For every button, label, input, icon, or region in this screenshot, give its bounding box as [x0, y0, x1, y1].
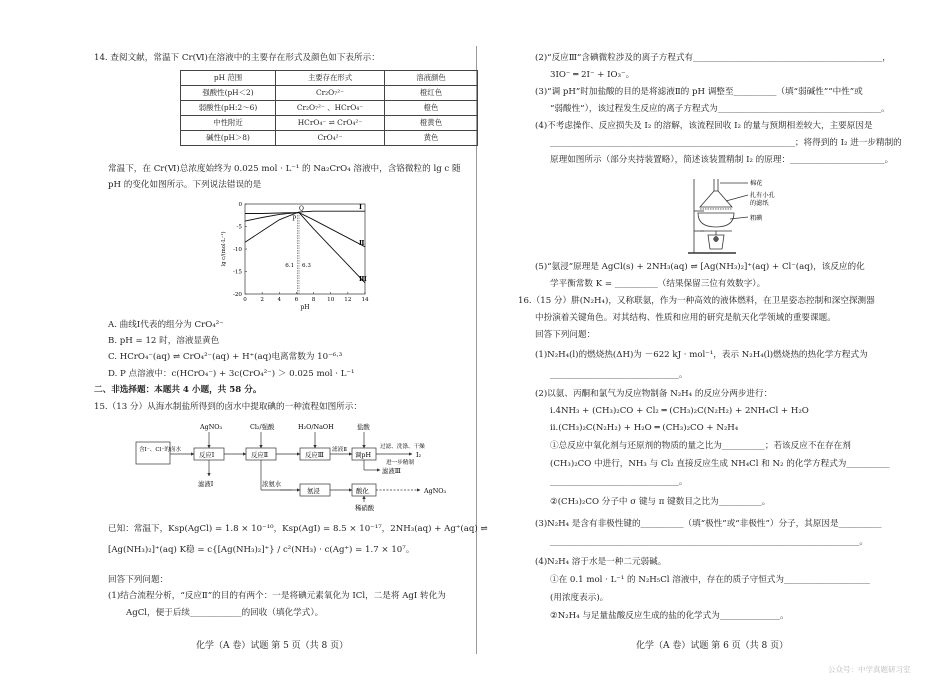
apparatus-crude-iodine-label: 粗碘 — [750, 215, 763, 222]
q15-5-line1: (5)“氨浸”原理是 AgCl(s) + 2NH₃(aq) ⇌ [Ag(NH₃)₂]⁺(aq) + Cl⁻(aq)，该反应的化 — [535, 262, 865, 272]
table-cell: CrO₄²⁻ — [276, 131, 385, 146]
y-tick-label: -5 — [236, 224, 242, 231]
table-row — [181, 131, 478, 146]
table-row — [181, 116, 478, 131]
flow-adjust-ph: 调pH — [355, 451, 372, 459]
table-cell: 橙红色 — [385, 86, 478, 101]
series-label: Ⅱ — [359, 238, 365, 247]
table-cell: 中性附近 — [181, 116, 276, 131]
iodine-flowchart — [130, 418, 465, 514]
flow-iodine-product: I₂ — [416, 451, 422, 459]
q14-option-b: B. pH = 12 时，溶液显黄色 — [108, 336, 220, 346]
q14-para2: pH 的变化如图所示。下列说法错误的是 — [108, 180, 262, 190]
flow-agno3-product: AgNO₃ — [424, 487, 447, 495]
x-tick-label: 14 — [361, 297, 369, 303]
q15-5-line2: 学平衡常数 K = __________（结果保留三位有效数字）。 — [550, 279, 766, 289]
q15-2-line1: (2)“反应Ⅲ”含碘微粒涉及的离子方程式有____________________________________________， — [535, 53, 891, 63]
answer-prompt-right: 回答下列问题： — [535, 330, 596, 340]
flow-feed-label: 含I⁻、Cl⁻的卤水 — [139, 447, 182, 453]
x-tick-label: 10 — [327, 297, 335, 303]
q16-stem-line2: 中扮演着关键角色。对其结构、性质和应用的研究是航天化学领域的重要课题。 — [535, 313, 836, 323]
flow-hno3-label: 稀硝酸 — [355, 504, 375, 512]
point-label: Q — [299, 205, 304, 213]
x-tick-label: 8 — [311, 297, 316, 303]
q16-4-q1-line1: ①在 0.1 mol · L⁻¹ 的 N₂H₅Cl 溶液中，存在的质子守恒式为____________________ — [550, 575, 870, 585]
table-header: 主要存在形式 — [276, 71, 385, 86]
q16-2-q1-line2: (CH₃)₂CO 中进行，NH₃ 与 Cl₂ 直接反应生成 NH₄Cl 和 N₂ 的化学方程式为__________ — [550, 459, 890, 469]
flow-filtrate-3: 滤液Ⅲ — [382, 467, 401, 475]
q15-known-1: 已知：常温下，Ksp(AgCl) = 1.8 × 10⁻¹⁰，Ksp(AgI) = 8.5 × 10⁻¹⁷，2NH₃(aq) + Ag⁺(aq) ⇌ — [108, 524, 488, 534]
flow-agno3-label: AgNO₃ — [200, 423, 223, 431]
flow-h2o-naoh-label: H₂O/NaOH — [298, 423, 334, 431]
x-tick-label: 2 — [260, 297, 264, 303]
q16-4-q2: ②N₂H₄ 与足量盐酸反应生成的盐的化学式为______________。 — [550, 611, 789, 621]
q15-3-line2: “弱酸性”），该过程发生反应的离子方程式为______________________________________。 — [550, 104, 890, 114]
q16-3-line1: (3)N₂H₄ 是含有非极性键的__________（填“极性”或“非极性”）分子，其原因是__________ — [535, 519, 882, 529]
q16-2-q2: ②(CH₃)₂CO 分子中 σ 键与 π 键数目之比为__________。 — [550, 497, 771, 507]
table-header-row — [181, 71, 478, 86]
table-cell: Cr₂O₇²⁻ — [276, 86, 385, 101]
series-line — [245, 213, 365, 247]
q16-2-step-i: ⅰ.4NH₃ + (CH₃)₂CO + Cl₂ ═ (CH₃)₂C(N₂H₂) + 2NH₄Cl + H₂O — [550, 406, 809, 416]
apparatus-filter-label: 扎有小孔 — [750, 192, 775, 199]
flow-reaction-3: 反应Ⅲ — [305, 451, 324, 459]
point-label: P — [292, 215, 297, 223]
q15-3-line1: (3)“调 pH”时加盐酸的目的是将滤液Ⅱ的 pH 调整至__________（填“弱碱性”“中性”或 — [535, 87, 863, 97]
q16-2-step-ii: ⅱ.(CH₃)₂C(N₂H₂) + H₂O ═ (CH₃)₂CO + N₂H₄ — [550, 423, 739, 433]
q15-4-line1: (4)不考虑操作、反应损失及 I₂ 的溶解，该流程回收 I₂ 的量与预期相差较大，主要原因是 — [535, 121, 873, 131]
q15-4-line3: 原理如图所示（部分夹持装置略），简述该装置精制 I₂ 的原理：______________________。 — [550, 155, 894, 165]
flow-acidify-step: 酸化 — [356, 487, 369, 495]
q16-2-q1-line3: ______________________________。 — [550, 477, 688, 487]
q15-2-line2: 3IO⁻ ═ 2I⁻ + IO₃⁻。 — [550, 70, 635, 80]
flow-filtrate-2: 滤液Ⅱ — [332, 447, 347, 453]
series-line — [245, 213, 365, 283]
q14-option-c: C. HCrO₄⁻(aq) ⇌ CrO₄²⁻(aq) + H⁺(aq)电离常数为 10⁻⁶·³ — [108, 352, 343, 362]
series-label: Ⅰ — [359, 203, 362, 212]
sublimation-apparatus — [686, 173, 796, 257]
watermark: 公众号：中学真题研习室 — [828, 665, 911, 674]
q15-stem: 15.（13 分）从海水制盐所得到的卤水中提取碘的一种流程如图所示： — [94, 402, 362, 412]
y-axis-label: lg c/(mol·L⁻¹) — [221, 231, 227, 267]
flow-filtrate-1: 滤液Ⅰ — [198, 480, 214, 488]
chromium-species-table — [180, 70, 478, 146]
q15-1-line2: AgCl，便于后续____________的回收（填化学式）。 — [126, 608, 324, 618]
q16-4-q1-line2: (用浓度表示)。 — [550, 593, 609, 603]
x-tick-label: 12 — [344, 297, 352, 303]
x-tick-label: 6 — [294, 297, 299, 303]
x-tick-label: 4 — [277, 297, 282, 303]
annotation-value: 6.1 — [285, 263, 295, 269]
y-tick-label: -15 — [232, 269, 242, 276]
q16-1-line2: ______________________________。 — [550, 370, 688, 380]
q14-stem: 14. 查阅文献，常温下 Cr(Ⅵ)在溶液中的主要存在形式及颜色如下表所示： — [94, 53, 380, 63]
table-cell: 弱酸性(pH:2～6) — [181, 101, 276, 116]
apparatus-cotton-label: 棉花 — [750, 180, 763, 187]
right-page-footer: 化学（A 卷）试题 第 6 页（共 8 页） — [636, 641, 789, 651]
annotation-value: 6.3 — [302, 263, 311, 269]
table-cell: HCrO₄⁻ ⇌ CrO₄²⁻ — [276, 116, 385, 131]
section-2-heading: 二、非选择题：本题共 4 小题，共 58 分。 — [94, 385, 262, 395]
flow-reaction-2: 反应Ⅱ — [251, 451, 269, 459]
series-line — [245, 211, 365, 213]
q16-stem-line1: 16.（15 分）肼(N₂H₄)，又称联氨，作为一种高效的液体燃料，在卫星姿态控制和深空探测器 — [518, 296, 875, 306]
q15-1-line1: (1)结合流程分析，“反应Ⅱ”的目的有两个：一是将碘元素氧化为 ICl，二是将 AgI 转化为 — [108, 591, 446, 601]
table-cell: 碱性(pH＞8) — [181, 131, 276, 146]
ph-lgc-chart — [215, 196, 375, 316]
q14-para1: 常温下，在 Cr(Ⅵ)总浓度始终为 0.025 mol · L⁻¹ 的 Na₂CrO₄ 溶液中，含铬微粒的 lg c 随 — [108, 164, 461, 174]
q15-4-line2: _________________________________________________________；将得到的 I₂ 进一步精制的 — [550, 138, 902, 148]
flow-hcl-label: 盐酸 — [357, 423, 370, 431]
q14-option-a: A. 曲线Ⅰ代表的组分为 CrO₄²⁻ — [108, 320, 224, 330]
q16-3-line2: ________________________________________________________________________。 — [550, 537, 868, 547]
flow-cl2-label: Cl₂/强酸 — [250, 423, 275, 431]
flow-reaction-1: 反应Ⅰ — [199, 451, 215, 459]
table-row — [181, 101, 478, 116]
table-cell: Cr₂O₇²⁻ 、HCrO₄⁻ — [276, 101, 385, 116]
q16-2-stem: (2)以氨、丙酮和氯气为反应物制备 N₂H₄ 的反应分两步进行： — [535, 389, 773, 399]
q14-option-d: D. P 点溶液中：c(HCrO₄⁻) + 3c(CrO₄²⁻) ＞ 0.025 mol · L⁻¹ — [108, 369, 355, 379]
table-cell: 橙色 — [385, 101, 478, 116]
q16-4-stem: (4)N₂H₄ 溶于水是一种二元弱碱。 — [535, 557, 667, 567]
series-label: Ⅲ — [359, 274, 367, 283]
q15-known-2: [Ag(NH₃)₂]⁺(aq) K稳 = c{[Ag(NH₃)₂]⁺} / c²(NH₃) · c(Ag⁺) = 1.7 × 10⁷。 — [108, 545, 415, 555]
flow-steps: 过滤、洗涤、干燥 — [380, 444, 425, 450]
q16-2-q1-line1: ①总反应中氧化剂与还原剂的物质的量之比为__________；若该反应不在存在剂 — [550, 441, 851, 451]
flow-leach-step: 氨浸 — [307, 487, 320, 495]
answer-prompt-left: 回答下列问题： — [108, 575, 169, 585]
x-axis-label: pH — [300, 304, 310, 311]
y-tick-label: 0 — [238, 202, 242, 208]
table-cell: 强酸性(pH＜2) — [181, 86, 276, 101]
flow-ammonia-label: 浓氨水 — [262, 480, 282, 488]
table-cell: 黄色 — [385, 131, 478, 146]
apparatus-filter-label-2: 的滤纸 — [750, 200, 769, 207]
left-page-footer: 化学（A 卷）试题 第 5 页（共 8 页） — [196, 641, 349, 651]
flow-refine: 进一步精制 — [386, 460, 414, 466]
table-header: 溶液颜色 — [385, 71, 478, 86]
table-header: pH 范围 — [181, 71, 276, 86]
table-cell: 橙黄色 — [385, 116, 478, 131]
y-tick-label: -20 — [232, 292, 242, 298]
q16-1-line1: (1)N₂H₄(l)的燃烧热(ΔH)为 －622 kJ · mol⁻¹，表示 N₂H₄(l)燃烧热的热化学方程式为 — [535, 350, 868, 360]
x-tick-label: 0 — [243, 297, 247, 303]
y-tick-label: -10 — [232, 247, 242, 253]
table-row — [181, 86, 478, 101]
